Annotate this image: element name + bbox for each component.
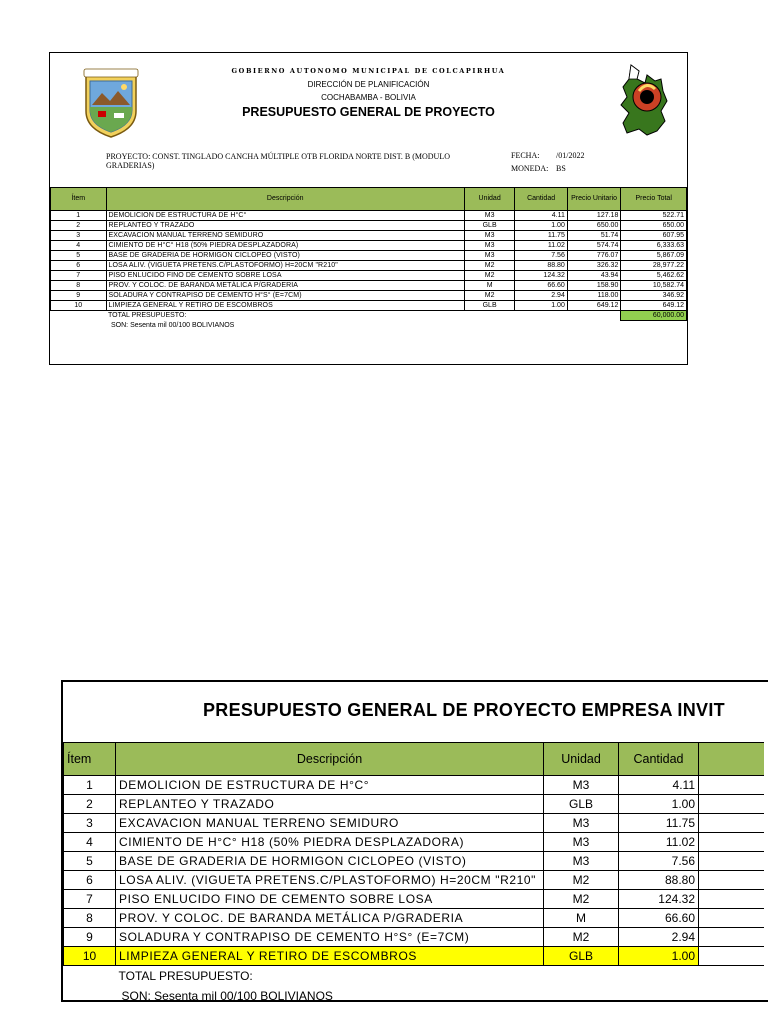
item-number: 6 [64,871,116,890]
item-unit: M3 [464,251,514,261]
project-description: PROYECTO: CONST. TINGLADO CANCHA MÚLTIPLE OTB FLORIDA NORTE DIST. B (MODULO GRADERIAS) [106,152,450,170]
item-total-price: 346.92 [621,291,687,301]
item-unit: GLB [544,795,619,814]
item-number: 1 [51,211,107,221]
item-unit-price: 127.18 [567,211,621,221]
government-name: GOBIERNO AUTONOMO MUNICIPAL DE COLCAPIRHUA [231,67,506,75]
item-number: 4 [64,833,116,852]
item-description: CIMIENTO DE H°C° H18 (50% PIEDRA DESPLAZADORA) [106,241,464,251]
item-unit: M2 [464,271,514,281]
table-row [51,251,687,261]
item-unit-price: 776.07 [567,251,621,261]
item-unit-price: 574.74 [567,241,621,251]
item-unit: M3 [544,833,619,852]
item-quantity: 11.75 [515,231,567,241]
item-description: BASE DE GRADERIA DE HORMIGON CICLOPEO (VISTO) [116,852,544,871]
currency-label: MONEDA: [511,164,549,173]
item-unit: M [464,281,514,291]
item-quantity: 11.02 [515,241,567,251]
item-description: LOSA ALIV. (VIGUETA PRETENS.C/PLASTOFORMO) H=20CM "R210" [116,871,544,890]
item-number: 6 [51,261,107,271]
item-total-price: 10,582.74 [621,281,687,291]
item-total-price: 650.00 [621,221,687,231]
item-description: LIMPIEZA GENERAL Y RETIRO DE ESCOMBROS [116,947,544,966]
item-quantity: 7.56 [619,852,699,871]
document-title: PRESUPUESTO GENERAL DE PROYECTO [242,105,495,119]
item-number: 7 [51,271,107,281]
header-quantity-2: Cantidad [619,743,699,776]
table-row [51,301,687,311]
table-row [51,271,687,281]
total-row-2 [64,966,764,987]
item-unit: GLB [464,301,514,311]
item-description: PISO ENLUCIDO FINO DE CEMENTO SOBRE LOSA [116,890,544,909]
total-value: 60,000.00 [621,311,687,321]
item-unit: M [544,909,619,928]
item-unit-price: 650.00 [567,221,621,231]
item-description: EXCAVACION MANUAL TERRENO SEMIDURO [116,814,544,833]
item-quantity: 88.80 [619,871,699,890]
item-quantity: 1.00 [619,947,699,966]
item-quantity: 1.00 [619,795,699,814]
item-quantity: 11.02 [619,833,699,852]
item-total-price: 607.95 [621,231,687,241]
item-description: PROV. Y COLOC. DE BARANDA METÁLICA P/GRADERIA [116,909,544,928]
table-row [64,833,764,852]
item-number: 1 [64,776,116,795]
table-row [64,928,764,947]
item-total-price: 649.12 [621,301,687,311]
item-unit: M3 [464,241,514,251]
item-unit: M3 [464,211,514,221]
item-description: CIMIENTO DE H°C° H18 (50% PIEDRA DESPLAZADORA) [116,833,544,852]
header-unit-2: Unidad [544,743,619,776]
item-unit: M3 [544,776,619,795]
item-unit: GLB [544,947,619,966]
table-row [51,281,687,291]
item-number: 7 [64,890,116,909]
item-quantity: 124.32 [619,890,699,909]
item-number: 2 [64,795,116,814]
item-description: EXCAVACION MANUAL TERRENO SEMIDURO [106,231,464,241]
item-unit-price: 51.74 [567,231,621,241]
table-row [51,211,687,221]
amount-in-words-row-2 [64,986,764,1002]
item-quantity: 2.94 [515,291,567,301]
currency-value: BS [556,164,566,173]
header-unit-price: Precio Unitario [567,188,621,211]
table-row [51,221,687,231]
total-label: TOTAL PRESUPUESTO: [108,312,187,320]
item-quantity: 2.94 [619,928,699,947]
header-quantity: Cantidad [515,188,567,211]
item-total-price: 6,333.63 [621,241,687,251]
item-quantity: 7.56 [515,251,567,261]
item-quantity: 11.75 [619,814,699,833]
item-number: 5 [64,852,116,871]
item-description: DEMOLICION DE ESTRUCTURA DE H°C° [116,776,544,795]
item-quantity: 66.60 [515,281,567,291]
table-row [51,241,687,251]
city-name: COCHABAMBA - BOLIVIA [321,93,416,102]
item-description: LOSA ALIV. (VIGUETA PRETENS.C/PLASTOFORMO) H=20CM "R210" [106,261,464,271]
item-description: REPLANTEO Y TRAZADO [106,221,464,231]
item-description: PISO ENLUCIDO FINO DE CEMENTO SOBRE LOSA [106,271,464,281]
table-row [64,871,764,890]
budget-table-2 [63,742,764,1002]
item-unit: M3 [544,852,619,871]
item-description: LIMPIEZA GENERAL Y RETIRO DE ESCOMBROS [106,301,464,311]
item-unit: M3 [544,814,619,833]
item-quantity: 124.32 [515,271,567,281]
item-unit-price: 649.12 [567,301,621,311]
table-row [64,909,764,928]
date-value: /01/2022 [556,151,585,160]
header-description-2: Descripción [116,743,544,776]
item-description: DEMOLICION DE ESTRUCTURA DE H°C° [106,211,464,221]
table-row [64,947,764,966]
table-row [51,231,687,241]
item-unit-price: 43.94 [567,271,621,281]
item-unit: M2 [544,890,619,909]
header-total-price: Precio Total [621,188,687,211]
amount-in-words-2: SON: Sesenta mil 00/100 BOLIVIANOS [121,989,333,1002]
table-row [64,814,764,833]
item-description: SOLADURA Y CONTRAPISO DE CEMENTO H°S° (E=7CM) [116,928,544,947]
table-row [64,852,764,871]
item-number: 9 [64,928,116,947]
item-quantity: 4.11 [515,211,567,221]
item-quantity: 88.80 [515,261,567,271]
item-number: 8 [51,281,107,291]
municipal-seal-logo [80,67,142,139]
item-unit: M2 [544,871,619,890]
item-quantity: 4.11 [619,776,699,795]
item-number: 10 [51,301,107,311]
item-unit: GLB [464,221,514,231]
item-unit: M3 [464,231,514,241]
item-number: 3 [51,231,107,241]
item-number: 10 [64,947,116,966]
item-unit-price: 326.32 [567,261,621,271]
item-number: 4 [51,241,107,251]
item-total-price: 5,867.09 [621,251,687,261]
item-unit: M2 [464,291,514,301]
item-description: SOLADURA Y CONTRAPISO DE CEMENTO H°S° (E=7CM) [106,291,464,301]
item-total-price: 5,462.62 [621,271,687,281]
amount-in-words-row [51,321,687,331]
header-item: Ítem [51,188,107,211]
item-number: 9 [51,291,107,301]
amount-in-words: SON: Sesenta mil 00/100 BOLIVIANOS [111,322,235,329]
item-unit-price: 158.90 [567,281,621,291]
item-unit: M2 [464,261,514,271]
table-header-row-2 [64,743,764,776]
item-number: 5 [51,251,107,261]
item-number: 2 [51,221,107,231]
header-unit: Unidad [464,188,514,211]
table-row [64,776,764,795]
item-number: 3 [64,814,116,833]
item-total-price: 28,977.22 [621,261,687,271]
item-description: BASE DE GRADERIA DE HORMIGON CICLOPEO (VISTO) [106,251,464,261]
header-description: Descripción [106,188,464,211]
item-quantity: 1.00 [515,221,567,231]
header-item-2: Ítem [64,743,116,776]
item-number: 8 [64,909,116,928]
budget-sheet-2 [61,680,768,1002]
budget-sheet-1 [49,52,688,365]
budget-table [50,187,687,330]
item-unit-price: 118.00 [567,291,621,301]
department-name: DIRECCIÓN DE PLANIFICACIÓN [307,80,430,89]
table-row [64,795,764,814]
item-quantity: 66.60 [619,909,699,928]
table-row [51,291,687,301]
total-row [51,311,687,321]
item-quantity: 1.00 [515,301,567,311]
table-row [64,890,764,909]
item-total-price: 522.71 [621,211,687,221]
date-label: FECHA: [511,151,540,160]
item-description: REPLANTEO Y TRAZADO [116,795,544,814]
item-unit: M2 [544,928,619,947]
table-row [51,261,687,271]
document-title-2: PRESUPUESTO GENERAL DE PROYECTO EMPRESA INVIT [203,700,725,720]
item-description: PROV. Y COLOC. DE BARANDA METÁLICA P/GRADERIA [106,281,464,291]
table-header-row [51,188,687,211]
total-label-2: TOTAL PRESUPUESTO: [118,969,253,983]
